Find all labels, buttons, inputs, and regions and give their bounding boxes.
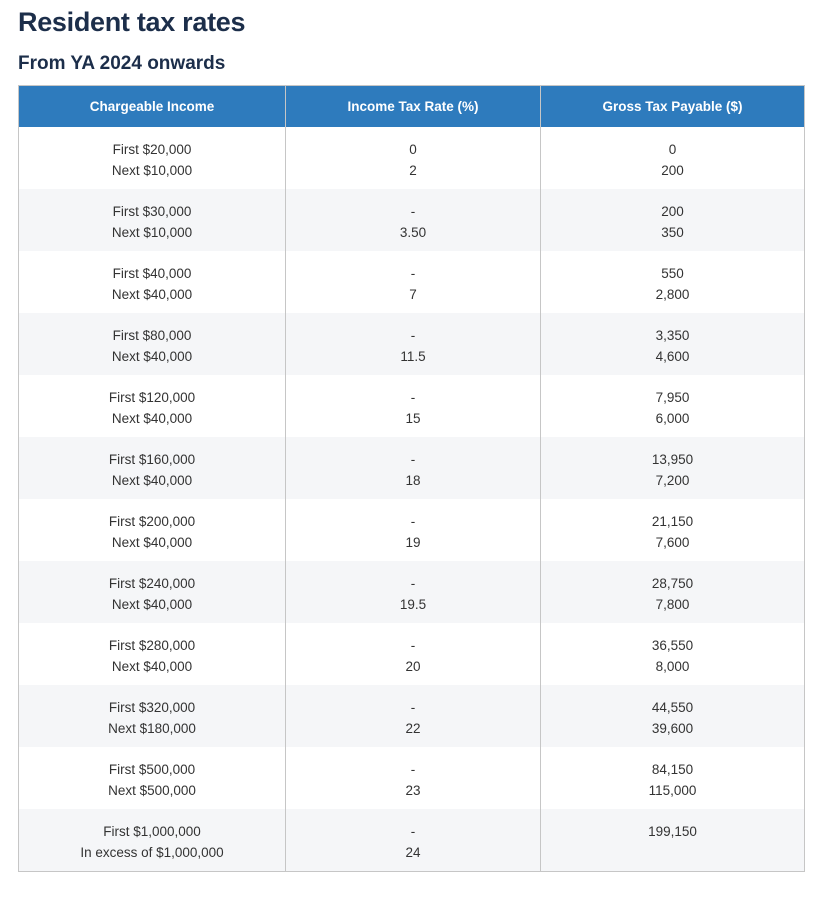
gross-tax-cell bbox=[541, 561, 805, 623]
gross-tax-cell-line: 7,800 bbox=[655, 597, 690, 612]
chargeable-income-cell-line: Next $40,000 bbox=[111, 411, 193, 426]
gross-tax-cell bbox=[541, 313, 805, 375]
section-title: From YA 2024 onwards bbox=[18, 53, 226, 74]
chargeable-income-cell-line: Next $10,000 bbox=[111, 163, 193, 178]
chargeable-income-cell-line: First $1,000,000 bbox=[103, 824, 201, 839]
tax-rate-cell bbox=[286, 685, 541, 747]
gross-tax-cell-line: 39,600 bbox=[651, 721, 694, 736]
table-row bbox=[19, 127, 805, 189]
chargeable-income-cell bbox=[19, 561, 286, 623]
gross-tax-cell-line: 84,150 bbox=[651, 762, 694, 777]
gross-tax-cell-line: 550 bbox=[661, 266, 684, 281]
gross-tax-cell-line: 21,150 bbox=[651, 514, 694, 529]
chargeable-income-cell bbox=[19, 809, 286, 872]
gross-tax-cell-line: 7,200 bbox=[655, 473, 690, 488]
gross-tax-cell-line: 2,800 bbox=[655, 287, 690, 302]
chargeable-income-cell-line: First $200,000 bbox=[108, 514, 196, 529]
gross-tax-cell-line: 7,950 bbox=[655, 390, 690, 405]
tax-rate-cell bbox=[286, 623, 541, 685]
tax-rate-cell bbox=[286, 561, 541, 623]
tax-rate-cell bbox=[286, 189, 541, 251]
tax-rates-table bbox=[18, 85, 805, 872]
table-row bbox=[19, 437, 805, 499]
tax-rate-cell-line: - bbox=[410, 762, 416, 777]
chargeable-income-cell-line: Next $500,000 bbox=[108, 783, 196, 798]
table-row bbox=[19, 747, 805, 809]
gross-tax-cell-line: 28,750 bbox=[651, 576, 694, 591]
chargeable-income-cell-line: Next $10,000 bbox=[111, 225, 193, 240]
chargeable-income-cell-line: First $320,000 bbox=[108, 700, 196, 715]
table-row bbox=[19, 251, 805, 313]
tax-rate-cell-line: 15 bbox=[405, 411, 421, 426]
gross-tax-cell bbox=[541, 127, 805, 189]
tax-rate-cell bbox=[286, 809, 541, 872]
chargeable-income-cell bbox=[19, 437, 286, 499]
table-row bbox=[19, 561, 805, 623]
table-row bbox=[19, 499, 805, 561]
tax-rate-cell-line: 0 bbox=[409, 142, 417, 157]
tax-rate-cell-line: - bbox=[410, 514, 416, 529]
tax-rate-cell-line: - bbox=[410, 266, 416, 281]
tax-rate-cell bbox=[286, 747, 541, 809]
chargeable-income-cell-line: First $30,000 bbox=[112, 204, 192, 219]
gross-tax-cell-line: 8,000 bbox=[655, 659, 690, 674]
tax-rate-cell-line: 19.5 bbox=[399, 597, 427, 612]
gross-tax-cell-line: 44,550 bbox=[651, 700, 694, 715]
table-row bbox=[19, 623, 805, 685]
tax-rate-cell bbox=[286, 375, 541, 437]
table-row bbox=[19, 189, 805, 251]
chargeable-income-cell-line: In excess of $1,000,000 bbox=[80, 845, 224, 860]
chargeable-income-cell-line: Next $40,000 bbox=[111, 287, 193, 302]
gross-tax-cell-line: 6,000 bbox=[655, 411, 690, 426]
chargeable-income-cell bbox=[19, 189, 286, 251]
tax-rate-cell-line: 3.50 bbox=[399, 225, 427, 240]
header-gross-tax-payable: Gross Tax Payable ($) bbox=[541, 86, 805, 128]
chargeable-income-cell-line: First $280,000 bbox=[108, 638, 196, 653]
chargeable-income-cell-line: First $120,000 bbox=[108, 390, 196, 405]
tax-rate-cell-line: - bbox=[410, 824, 416, 839]
header-chargeable-income: Chargeable Income bbox=[19, 86, 286, 128]
chargeable-income-cell bbox=[19, 685, 286, 747]
chargeable-income-cell-line: First $40,000 bbox=[112, 266, 192, 281]
tax-rate-cell-line: 19 bbox=[405, 535, 421, 550]
gross-tax-cell bbox=[541, 747, 805, 809]
chargeable-income-cell-line: First $500,000 bbox=[108, 762, 196, 777]
tax-rate-cell-line: - bbox=[410, 700, 416, 715]
tax-rate-cell-line: - bbox=[410, 390, 416, 405]
tax-rate-cell-line: - bbox=[410, 452, 416, 467]
tax-rate-cell bbox=[286, 313, 541, 375]
gross-tax-cell-line: 13,950 bbox=[651, 452, 694, 467]
tax-rate-cell-line: 20 bbox=[405, 659, 421, 674]
gross-tax-cell-line bbox=[545, 842, 800, 863]
tax-rate-cell bbox=[286, 437, 541, 499]
gross-tax-cell-line: 199,150 bbox=[648, 824, 697, 839]
tax-rate-cell-line: - bbox=[410, 576, 416, 591]
tax-rate-cell-line: 23 bbox=[405, 783, 421, 798]
chargeable-income-cell bbox=[19, 127, 286, 189]
gross-tax-cell-line: 350 bbox=[661, 225, 684, 240]
table-row bbox=[19, 809, 805, 872]
chargeable-income-cell-line: Next $180,000 bbox=[108, 721, 196, 736]
gross-tax-cell bbox=[541, 189, 805, 251]
gross-tax-cell-line: 4,600 bbox=[655, 349, 690, 364]
tax-rate-cell bbox=[286, 499, 541, 561]
table-row bbox=[19, 685, 805, 747]
chargeable-income-cell-line: First $160,000 bbox=[108, 452, 196, 467]
gross-tax-cell-line: 7,600 bbox=[655, 535, 690, 550]
gross-tax-cell-line: 200 bbox=[661, 163, 684, 178]
table-row bbox=[19, 313, 805, 375]
tax-rate-cell-line: 2 bbox=[409, 163, 417, 178]
page-title: Resident tax rates bbox=[18, 7, 246, 37]
chargeable-income-cell bbox=[19, 313, 286, 375]
header-income-tax-rate: Income Tax Rate (%) bbox=[286, 86, 541, 128]
gross-tax-cell bbox=[541, 623, 805, 685]
chargeable-income-cell bbox=[19, 747, 286, 809]
gross-tax-cell-line: 3,350 bbox=[655, 328, 690, 343]
tax-rate-cell-line: - bbox=[410, 204, 416, 219]
chargeable-income-cell bbox=[19, 499, 286, 561]
chargeable-income-cell bbox=[19, 623, 286, 685]
tax-rate-cell bbox=[286, 251, 541, 313]
gross-tax-cell-line: 200 bbox=[661, 204, 684, 219]
chargeable-income-cell-line: Next $40,000 bbox=[111, 535, 193, 550]
chargeable-income-cell-line: Next $40,000 bbox=[111, 659, 193, 674]
chargeable-income-cell-line: First $80,000 bbox=[112, 328, 192, 343]
tax-rate-cell-line: 7 bbox=[409, 287, 417, 302]
gross-tax-cell bbox=[541, 251, 805, 313]
gross-tax-cell bbox=[541, 437, 805, 499]
chargeable-income-cell-line: First $240,000 bbox=[108, 576, 196, 591]
gross-tax-cell-line: 0 bbox=[668, 142, 677, 157]
chargeable-income-cell-line: Next $40,000 bbox=[111, 473, 193, 488]
gross-tax-cell-line: 36,550 bbox=[651, 638, 694, 653]
tax-rate-cell bbox=[286, 127, 541, 189]
gross-tax-cell bbox=[541, 499, 805, 561]
gross-tax-cell-line: 115,000 bbox=[648, 783, 697, 798]
tax-rate-cell-line: - bbox=[410, 638, 416, 653]
tax-rate-cell-line: 22 bbox=[405, 721, 421, 736]
tax-rate-cell-line: - bbox=[410, 328, 416, 343]
gross-tax-cell bbox=[541, 375, 805, 437]
chargeable-income-cell bbox=[19, 251, 286, 313]
chargeable-income-cell-line: Next $40,000 bbox=[111, 597, 193, 612]
chargeable-income-cell-line: First $20,000 bbox=[112, 142, 192, 157]
gross-tax-cell bbox=[541, 685, 805, 747]
tax-rate-cell-line: 11.5 bbox=[400, 349, 426, 364]
tax-rate-cell-line: 18 bbox=[405, 473, 421, 488]
chargeable-income-cell-line: Next $40,000 bbox=[111, 349, 193, 364]
chargeable-income-cell bbox=[19, 375, 286, 437]
tax-rate-cell-line: 24 bbox=[405, 845, 421, 860]
table-header-row bbox=[19, 86, 805, 128]
gross-tax-cell bbox=[541, 809, 805, 872]
table-row bbox=[19, 375, 805, 437]
